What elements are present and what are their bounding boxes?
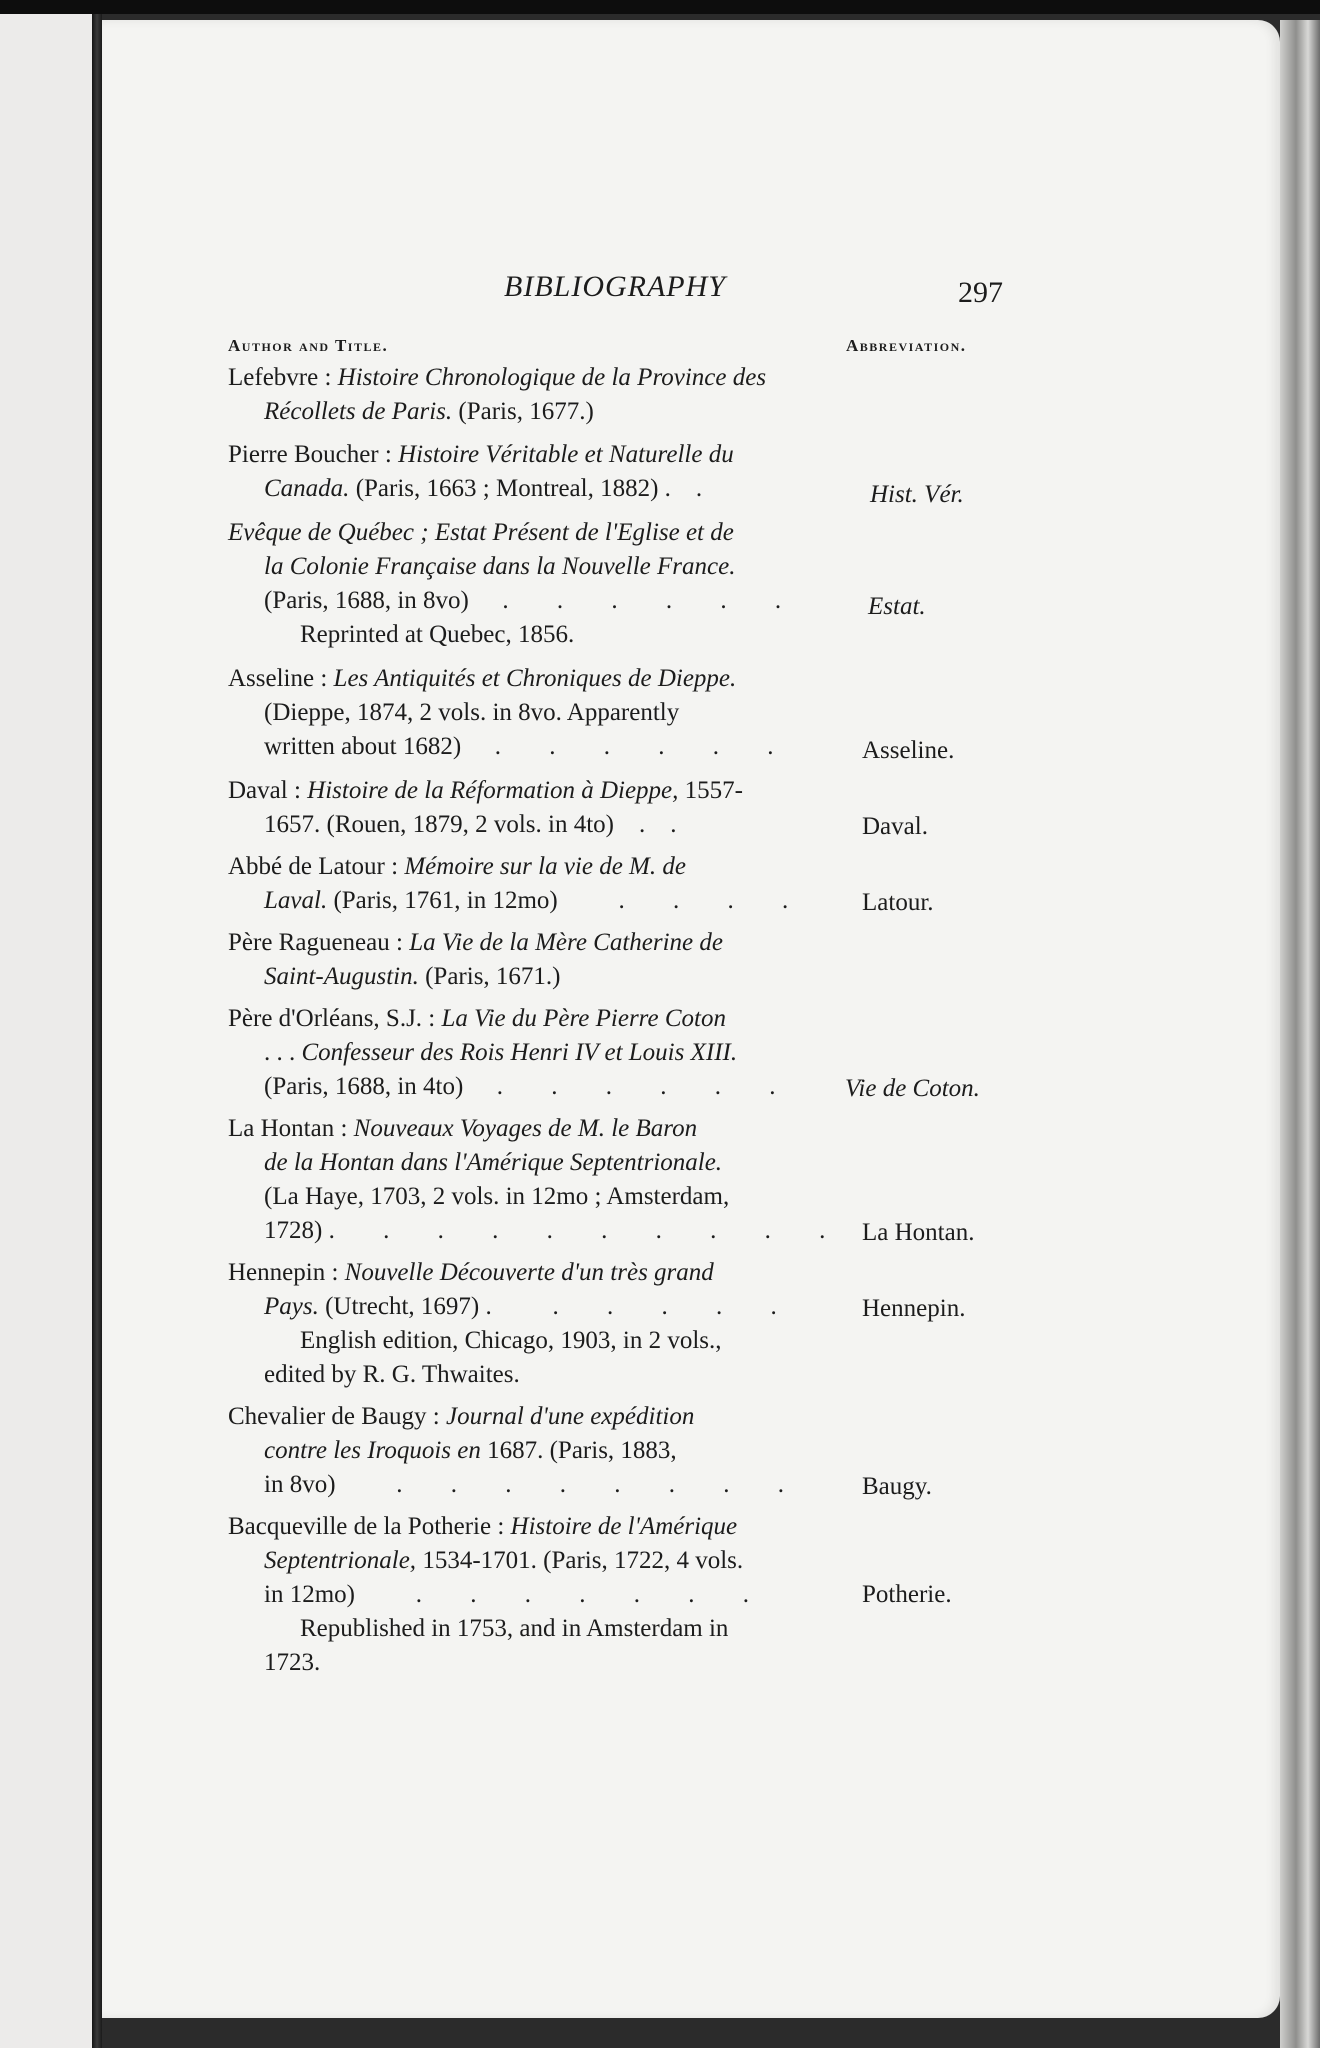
bibliography-line: La Hontan : Nouveaux Voyages de M. le Baron xyxy=(228,1115,698,1142)
bibliography-line: Abbé de Latour : Mémoire sur la vie de M. de xyxy=(228,853,686,880)
bibliography-line: contre les Iroquois en 1687. (Paris, 1883, xyxy=(264,1437,677,1464)
bibliography-line: Bacqueville de la Potherie : Histoire de l'Amérique xyxy=(228,1513,738,1540)
page-number: 297 xyxy=(958,276,1003,309)
bibliography-line: Père d'Orléans, S.J. : La Vie du Père Pierre Coton xyxy=(228,1005,726,1032)
bibliography-line: (Paris, 1688, in 8vo) . . . . . . xyxy=(264,587,803,614)
bibliography-line: Republished in 1753, and in Amsterdam in xyxy=(300,1615,729,1642)
abbreviation-entry: Potherie. xyxy=(862,1581,952,1608)
page-stack-edge xyxy=(1280,20,1320,2048)
abbreviation-entry: Hist. Vér. xyxy=(870,481,964,508)
abbreviation-entry: Daval. xyxy=(862,813,928,840)
abbreviation-entry: Asseline. xyxy=(862,737,955,764)
bibliography-line: Récollets de Paris. (Paris, 1677.) xyxy=(264,398,594,425)
bibliography-line: Saint-Augustin. (Paris, 1671.) xyxy=(264,963,561,990)
bibliography-line: Septentrionale, 1534-1701. (Paris, 1722, 4 vols. xyxy=(264,1547,744,1574)
column-heading-author-title: Author and Title. xyxy=(228,336,389,355)
bibliography-line: de la Hontan dans l'Amérique Septentrionale. xyxy=(264,1149,723,1176)
bibliography-line: in 8vo) . . . . . . . . xyxy=(264,1471,806,1498)
bibliography-line: written about 1682) . . . . . . xyxy=(264,733,795,760)
bibliography-line: English edition, Chicago, 1903, in 2 vols., xyxy=(300,1327,722,1354)
abbreviation-entry: Estat. xyxy=(868,593,926,620)
running-head-title: BIBLIOGRAPHY xyxy=(504,270,726,303)
bibliography-line: Lefebvre : Histoire Chronologique de la Province des xyxy=(228,364,767,391)
bibliography-line: Reprinted at Quebec, 1856. xyxy=(300,621,575,648)
bibliography-line: Chevalier de Baugy : Journal d'une expédition xyxy=(228,1403,695,1430)
bibliography-line: . . . Confesseur des Rois Henri IV et Louis XIII. xyxy=(264,1039,738,1066)
bibliography-line: Hennepin : Nouvelle Découverte d'un très grand xyxy=(228,1259,714,1286)
bibliography-line: edited by R. G. Thwaites. xyxy=(264,1361,520,1388)
bibliography-line: Pays. (Utrecht, 1697) . . . . . . xyxy=(264,1293,798,1320)
column-heading-abbreviation: Abbreviation. xyxy=(846,336,967,355)
bibliography-line: 1657. (Rouen, 1879, 2 vols. in 4to) . . xyxy=(264,811,677,838)
abbreviation-entry: La Hontan. xyxy=(862,1219,975,1246)
abbreviation-entry: Vie de Coton. xyxy=(845,1075,980,1102)
abbreviation-entry: Latour. xyxy=(862,889,934,916)
bibliography-line: Daval : Histoire de la Réformation à Dieppe, 1557- xyxy=(228,777,743,804)
scan-top-border xyxy=(0,0,1320,14)
bibliography-line: 1723. xyxy=(264,1649,321,1676)
facing-page-edge xyxy=(0,14,100,2048)
bibliography-line: Laval. (Paris, 1761, in 12mo) . . . . xyxy=(264,887,810,914)
bibliography-line: la Colonie Française dans la Nouvelle France. xyxy=(264,553,736,580)
bibliography-line: Canada. (Paris, 1663 ; Montreal, 1882) . . xyxy=(264,475,703,502)
abbreviation-entry: Baugy. xyxy=(862,1473,932,1500)
bibliography-line: (Dieppe, 1874, 2 vols. in 8vo. Apparently xyxy=(264,699,680,726)
bibliography-line: Pierre Boucher : Histoire Véritable et Naturelle du xyxy=(228,441,734,468)
bibliography-line: (La Haye, 1703, 2 vols. in 12mo ; Amsterdam, xyxy=(264,1183,730,1210)
book-spine xyxy=(92,14,102,2048)
bibliography-line: in 12mo) . . . . . . . xyxy=(264,1581,770,1608)
bibliography-line: Père Ragueneau : La Vie de la Mère Catherine de xyxy=(228,929,723,956)
bibliography-line: Asseline : Les Antiquités et Chroniques de Dieppe. xyxy=(228,665,737,692)
bibliography-line: (Paris, 1688, in 4to) . . . . . . xyxy=(264,1073,797,1100)
bibliography-line: 1728) . . . . . . . . . . xyxy=(264,1217,847,1244)
bibliography-line: Evêque de Québec ; Estat Présent de l'Eglise et de xyxy=(228,519,734,546)
abbreviation-entry: Hennepin. xyxy=(862,1295,966,1322)
